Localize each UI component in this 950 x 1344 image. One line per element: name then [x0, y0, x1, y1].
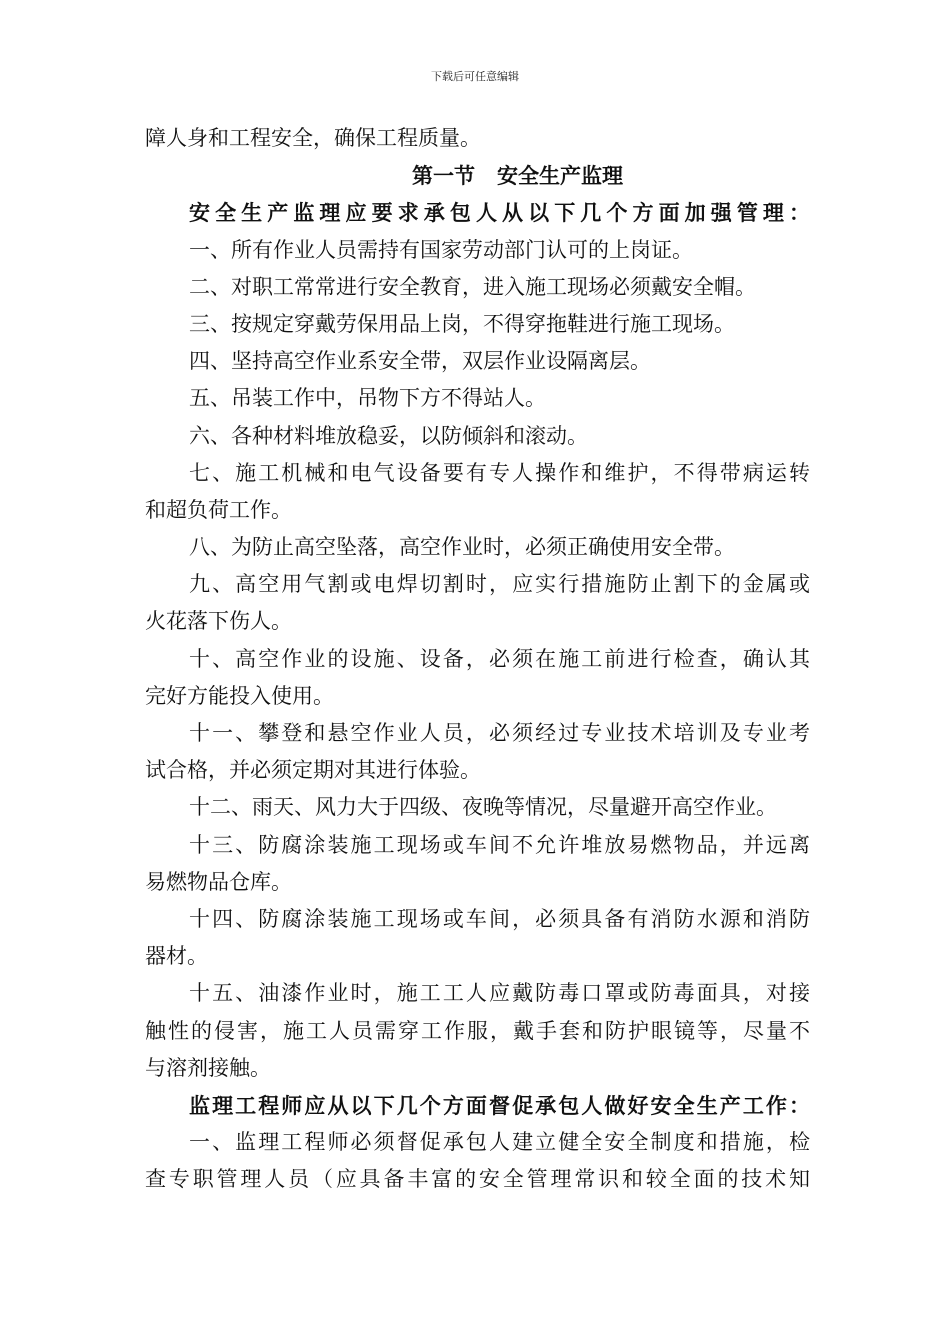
- list-item: 四、坚持高空作业系安全带，双层作业设隔离层。: [189, 349, 651, 374]
- list-item-continuation: 器材。: [145, 944, 208, 969]
- header-note: 下载后可任意编辑: [431, 70, 519, 83]
- list-item-continuation: 易燃物品仓库。: [145, 869, 292, 894]
- section-title: [145, 157, 810, 194]
- list-item: 二、对职工常常进行安全教育，进入施工现场必须戴安全帽。: [189, 274, 756, 299]
- list-item-continuation: 完好方能投入使用。: [145, 683, 334, 708]
- list-item-continuation: 触性的侵害，施工人员需穿工作服，戴手套和防护眼镜等，尽量不: [145, 1018, 810, 1043]
- list-item: 三、按规定穿戴劳保用品上岗，不得穿拖鞋进行施工现场。: [189, 311, 735, 336]
- list-item: 十一、攀登和悬空作业人员，必须经过专业技术培训及专业考: [189, 721, 810, 745]
- lead-heading-1: 安全生产监理应要求承包人从以下几个方面加强管理：: [189, 200, 810, 226]
- list-item-continuation: 与溶剂接触。: [145, 1055, 271, 1080]
- list-item: 七、施工机械和电气设备要有专人操作和维护，不得带病运转: [189, 460, 810, 485]
- list-item: 一、监理工程师必须督促承包人建立健全安全制度和措施，检: [189, 1130, 810, 1155]
- list-item: 五、吊装工作中，吊物下方不得站人。: [189, 386, 546, 411]
- list-item-continuation: 火花落下伤人。: [145, 609, 292, 634]
- list-item: 十、高空作业的设施、设备，必须在施工前进行检查，确认其: [189, 646, 810, 671]
- list-item: 十三、防腐涂装施工现场或车间不允许堆放易燃物品，并远离: [189, 832, 810, 857]
- list-item: 一、所有作业人员需持有国家劳动部门认可的上岗证。: [189, 237, 693, 262]
- paragraph-line: 障人身和工程安全，确保工程质量。: [145, 126, 481, 150]
- list-item: 九、高空用气割或电焊切割时，应实行措施防止割下的金属或: [189, 572, 810, 597]
- section-name: 安全生产监理: [497, 163, 623, 189]
- list-item-continuation: 和超负荷工作。: [145, 497, 292, 522]
- list-item-continuation: 试合格，并必须定期对其进行体验。: [145, 758, 481, 783]
- section-number: 第一节: [412, 163, 475, 189]
- document-page: [145, 120, 810, 1198]
- list-item: 六、各种材料堆放稳妥，以防倾斜和滚动。: [189, 423, 588, 448]
- list-item: 十五、油漆作业时，施工工人应戴防毒口罩或防毒面具，对接: [189, 981, 810, 1006]
- list-item: 十二、雨天、风力大于四级、夜晚等情况，尽量避开高空作业。: [189, 795, 777, 820]
- list-item: 八、为防止高空坠落，高空作业时，必须正确使用安全带。: [189, 535, 735, 560]
- lead-heading-2: 监理工程师应从以下几个方面督促承包人做好安全生产工作：: [189, 1092, 810, 1118]
- list-item: 十四、防腐涂装施工现场或车间，必须具备有消防水源和消防: [189, 906, 810, 931]
- list-item-continuation: 查专职管理人员（应具备丰富的安全管理常识和较全面的技术知: [145, 1167, 810, 1192]
